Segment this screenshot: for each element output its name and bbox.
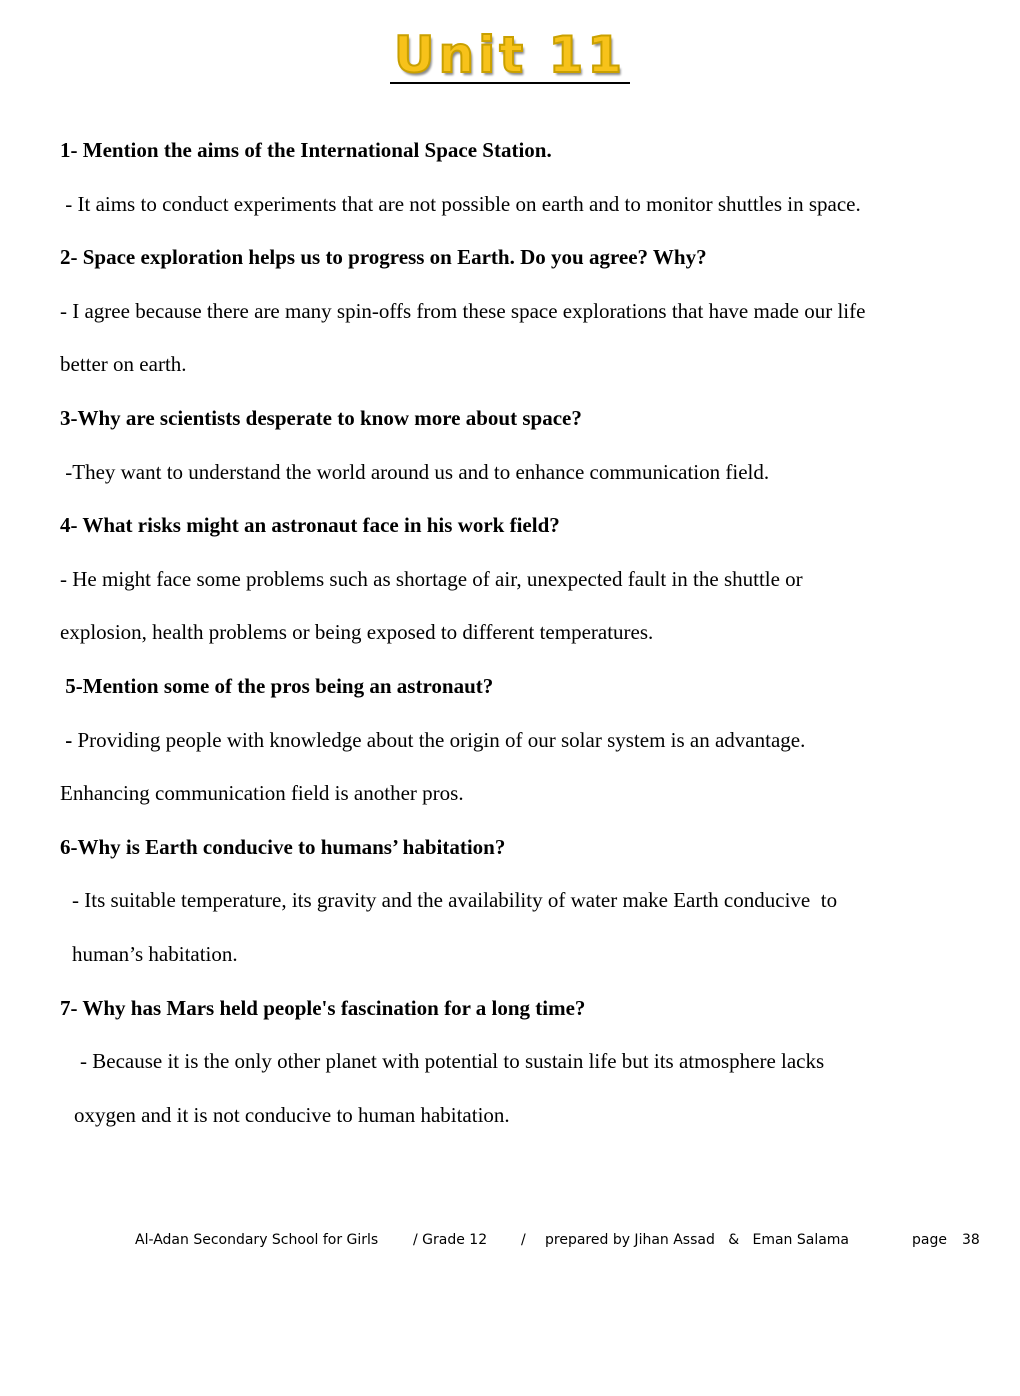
footer-grade: / Grade 12 — [413, 1232, 488, 1248]
answer-2-line-2: better on earth. — [60, 352, 187, 377]
answer-3-line-1: -They want to understand the world around us and to enhance communication field. — [60, 459, 770, 484]
question-4: 4- What risks might an astronaut face in his work field? — [60, 513, 560, 538]
answer-4-line-1: - He might face some problems such as shortage of air, unexpected fault in the shuttle or — [60, 566, 803, 591]
answer-2-line-1: - I agree because there are many spin-offs from these space explorations that have made our life — [60, 298, 866, 323]
footer-separator: / — [521, 1232, 526, 1248]
footer-page-label: page — [912, 1232, 947, 1248]
question-5: 5-Mention some of the pros being an astronaut? — [60, 673, 494, 698]
answer-5-line-2: Enhancing communication field is another pros. — [60, 781, 464, 806]
answer-7-line-2: oxygen and it is not conducive to human habitation. — [74, 1102, 510, 1127]
question-1: 1- Mention the aims of the International Space Station. — [60, 138, 552, 162]
answer-6-line-1: - Its suitable temperature, its gravity and the availability of water make Earth conducive to — [72, 888, 838, 913]
answer-5-line-1 — [60, 714, 980, 768]
footer-page-number: 38 — [962, 1232, 980, 1248]
answer-6-line-2: human’s habitation. — [72, 941, 238, 966]
question-6: 6-Why is Earth conducive to humans’ habitation? — [60, 834, 506, 859]
answer-7-line-1: - Because it is the only other planet with potential to sustain life but its atmosphere lacks — [80, 1049, 825, 1074]
page-footer — [0, 1228, 1020, 1396]
answer-1-line-1: - It aims to conduct experiments that are not possible on earth and to monitor shuttles in space. — [60, 191, 861, 216]
unit-title: Unit 11 — [390, 28, 630, 84]
footer-prepared-by: prepared by Jihan Assad & Eman Salama — [545, 1232, 850, 1248]
question-7: 7- Why has Mars held people's fascination for a long time? — [60, 995, 586, 1020]
title-wrap — [0, 28, 1020, 84]
question-3: 3-Why are scientists desperate to know more about space? — [60, 405, 582, 430]
answer-5-text: Providing people with knowledge about the origin of our solar system is an advantage. — [77, 727, 806, 752]
qa-content — [60, 124, 980, 1142]
footer-school: Al-Adan Secondary School for Girls — [135, 1232, 379, 1248]
answer-4-line-2: explosion, health problems or being exposed to different temperatures. — [60, 620, 654, 645]
answer-5-dash: - — [60, 727, 78, 752]
question-2: 2- Space exploration helps us to progress on Earth. Do you agree? Why? — [60, 245, 707, 270]
